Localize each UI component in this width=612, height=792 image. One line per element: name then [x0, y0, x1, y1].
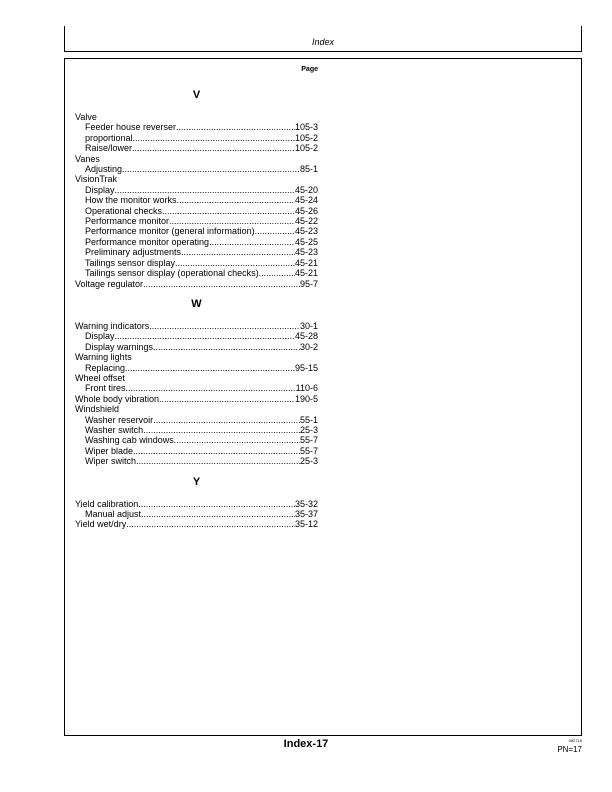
entry-page-ref: 190-5: [294, 393, 318, 404]
entry-page-ref: 110-6: [295, 383, 318, 394]
entry-label: Wiper switch: [85, 456, 137, 467]
body-top-rule: [64, 58, 582, 59]
index-subentry[interactable]: [75, 435, 318, 445]
index-subentry[interactable]: [75, 425, 318, 435]
section-gap: [75, 289, 318, 297]
entry-page-ref: 105-2: [294, 132, 318, 143]
dot-leader: [159, 394, 295, 404]
entry-page-ref: 30-1: [299, 320, 318, 331]
page-column-heading: Page: [301, 66, 318, 73]
index-subentry[interactable]: [75, 247, 318, 257]
dot-leader: [126, 519, 295, 529]
index-subentry[interactable]: [75, 133, 318, 143]
section-letter: Y: [192, 475, 201, 488]
index-heading: VisionTrak: [75, 174, 118, 185]
index-subentry[interactable]: [75, 143, 318, 153]
index-entry[interactable]: [75, 394, 318, 404]
dot-leader: [126, 383, 296, 393]
entry-label: Performance monitor: [85, 216, 170, 227]
index-subentry[interactable]: [75, 185, 318, 195]
entry-label: Display: [85, 331, 115, 342]
entry-label: Replacing: [85, 362, 126, 373]
entry-label: Performance monitor operating: [85, 236, 210, 247]
dot-leader: [176, 122, 295, 132]
entry-page-ref: 55-1: [299, 414, 318, 425]
index-subentry[interactable]: [75, 237, 318, 247]
section-gap: [75, 467, 318, 475]
entry-page-ref: 55-7: [299, 445, 318, 456]
entry-label: Adjusting: [85, 164, 123, 175]
entry-label: Preliminary adjustments: [85, 247, 182, 258]
entry-page-ref: 45-23: [294, 247, 318, 258]
entry-page-ref: 30-2: [299, 341, 318, 352]
index-subentry[interactable]: [75, 415, 318, 425]
entry-page-ref: 45-20: [294, 184, 318, 195]
entry-label: Washer switch: [85, 424, 144, 435]
entry-page-ref: 45-24: [294, 195, 318, 206]
index-subentry[interactable]: [75, 164, 318, 174]
section-letter: V: [192, 89, 201, 101]
entry-page-ref: 35-12: [294, 519, 318, 530]
index-heading: Vanes: [75, 153, 100, 164]
entry-page-ref: 95-15: [294, 362, 318, 373]
dot-leader: [177, 195, 295, 205]
body-left-rule: [64, 58, 65, 735]
entry-page-ref: 35-37: [294, 509, 318, 519]
dot-leader: [175, 258, 295, 268]
index-subentry[interactable]: [75, 342, 318, 352]
index-subentry[interactable]: [75, 363, 318, 373]
index-subentry[interactable]: [75, 331, 318, 341]
entry-label: Yield calibration: [75, 498, 139, 509]
entry-label: Front tires: [85, 383, 126, 394]
entry-page-ref: 55-7: [299, 435, 318, 446]
index-list: [75, 88, 318, 530]
entry-label: Display warnings: [85, 341, 154, 352]
dot-leader: [132, 143, 295, 153]
entry-page-ref: 45-22: [294, 216, 318, 227]
dot-leader: [143, 425, 300, 435]
dot-leader: [255, 226, 295, 236]
entry-page-ref: 105-2: [294, 143, 318, 154]
dot-leader: [209, 237, 295, 247]
dot-leader: [141, 509, 295, 519]
dot-leader: [133, 446, 300, 456]
entry-label: proportional: [85, 132, 133, 143]
page-number: Index-17: [283, 738, 329, 750]
index-subentry[interactable]: [75, 195, 318, 205]
document-code: 082715: [568, 738, 582, 743]
entry-label: Display: [85, 184, 115, 195]
body-right-rule: [581, 58, 582, 735]
dot-leader: [115, 331, 295, 341]
dot-leader: [169, 216, 295, 226]
index-subentry[interactable]: [75, 509, 318, 519]
entry-label: Tailings sensor display: [85, 257, 176, 268]
index-subentry[interactable]: [75, 268, 318, 278]
pn-number: PN=17: [557, 745, 582, 754]
entry-label: Manual adjust: [85, 509, 142, 519]
dot-leader: [143, 279, 300, 289]
index-entry[interactable]: [75, 321, 318, 331]
entry-page-ref: 85-1: [299, 164, 318, 175]
dot-leader: [122, 164, 300, 174]
entry-label: How the monitor works: [85, 195, 177, 206]
index-subentry[interactable]: [75, 216, 318, 226]
index-heading: Warning lights: [75, 352, 132, 363]
dot-leader: [259, 268, 295, 278]
index-subentry[interactable]: [75, 258, 318, 268]
dot-leader: [181, 247, 295, 257]
entry-label: Wiper blade: [85, 445, 134, 456]
entry-label: Yield wet/dry: [75, 519, 127, 530]
index-heading: Valve: [75, 112, 97, 122]
index-subentry[interactable]: [75, 226, 318, 236]
dot-leader: [153, 342, 300, 352]
index-entry[interactable]: [75, 279, 318, 289]
index-subentry[interactable]: [75, 206, 318, 216]
dot-leader: [153, 415, 300, 425]
body-bottom-rule: [64, 735, 582, 736]
section-letter: W: [191, 297, 202, 310]
dot-leader: [136, 456, 300, 466]
entry-label: Washer reservoir: [85, 414, 154, 425]
index-heading: Wheel offset: [75, 372, 125, 383]
entry-label: Washing cab windows: [85, 435, 174, 446]
index-subentry[interactable]: [75, 122, 318, 132]
section-gap: [75, 311, 318, 321]
entry-page-ref: 45-25: [294, 236, 318, 247]
index-subentry[interactable]: [75, 383, 318, 393]
section-gap: [75, 102, 318, 112]
entry-label: Voltage regulator: [75, 278, 144, 289]
entry-label: Raise/lower: [85, 143, 133, 154]
dot-leader: [162, 206, 295, 216]
entry-page-ref: 45-26: [294, 205, 318, 216]
entry-page-ref: 95-7: [299, 278, 318, 289]
dot-leader: [174, 435, 300, 445]
entry-page-ref: 25-3: [299, 456, 318, 467]
entry-page-ref: 45-21: [294, 257, 318, 268]
index-heading: Windshield: [75, 404, 120, 415]
entry-page-ref: 35-32: [294, 498, 318, 509]
dot-leader: [138, 499, 295, 509]
index-entry[interactable]: [75, 519, 318, 529]
entry-label: Performance monitor (general information): [85, 226, 255, 237]
entry-label: Warning indicators: [75, 320, 150, 331]
entry-label: Feeder house reverser: [85, 122, 177, 133]
dot-leader: [133, 133, 295, 143]
entry-label: Whole body vibration: [75, 393, 160, 404]
index-subentry[interactable]: [75, 446, 318, 456]
index-subentry[interactable]: [75, 456, 318, 466]
header-bottom-rule: [64, 51, 582, 52]
index-entry[interactable]: [75, 499, 318, 509]
entry-page-ref: 45-23: [294, 226, 318, 237]
entry-label: Operational checks: [85, 205, 163, 216]
entry-label: Tailings sensor display (operational checks): [85, 268, 259, 279]
dot-leader: [115, 185, 295, 195]
running-head: Index: [311, 37, 335, 47]
dot-leader: [149, 321, 300, 331]
entry-page-ref: 25-3: [299, 424, 318, 435]
entry-page-ref: 45-28: [294, 331, 318, 342]
entry-page-ref: 105-3: [294, 122, 318, 133]
section-gap: [75, 489, 318, 499]
dot-leader: [125, 363, 295, 373]
entry-page-ref: 45-21: [294, 268, 318, 279]
